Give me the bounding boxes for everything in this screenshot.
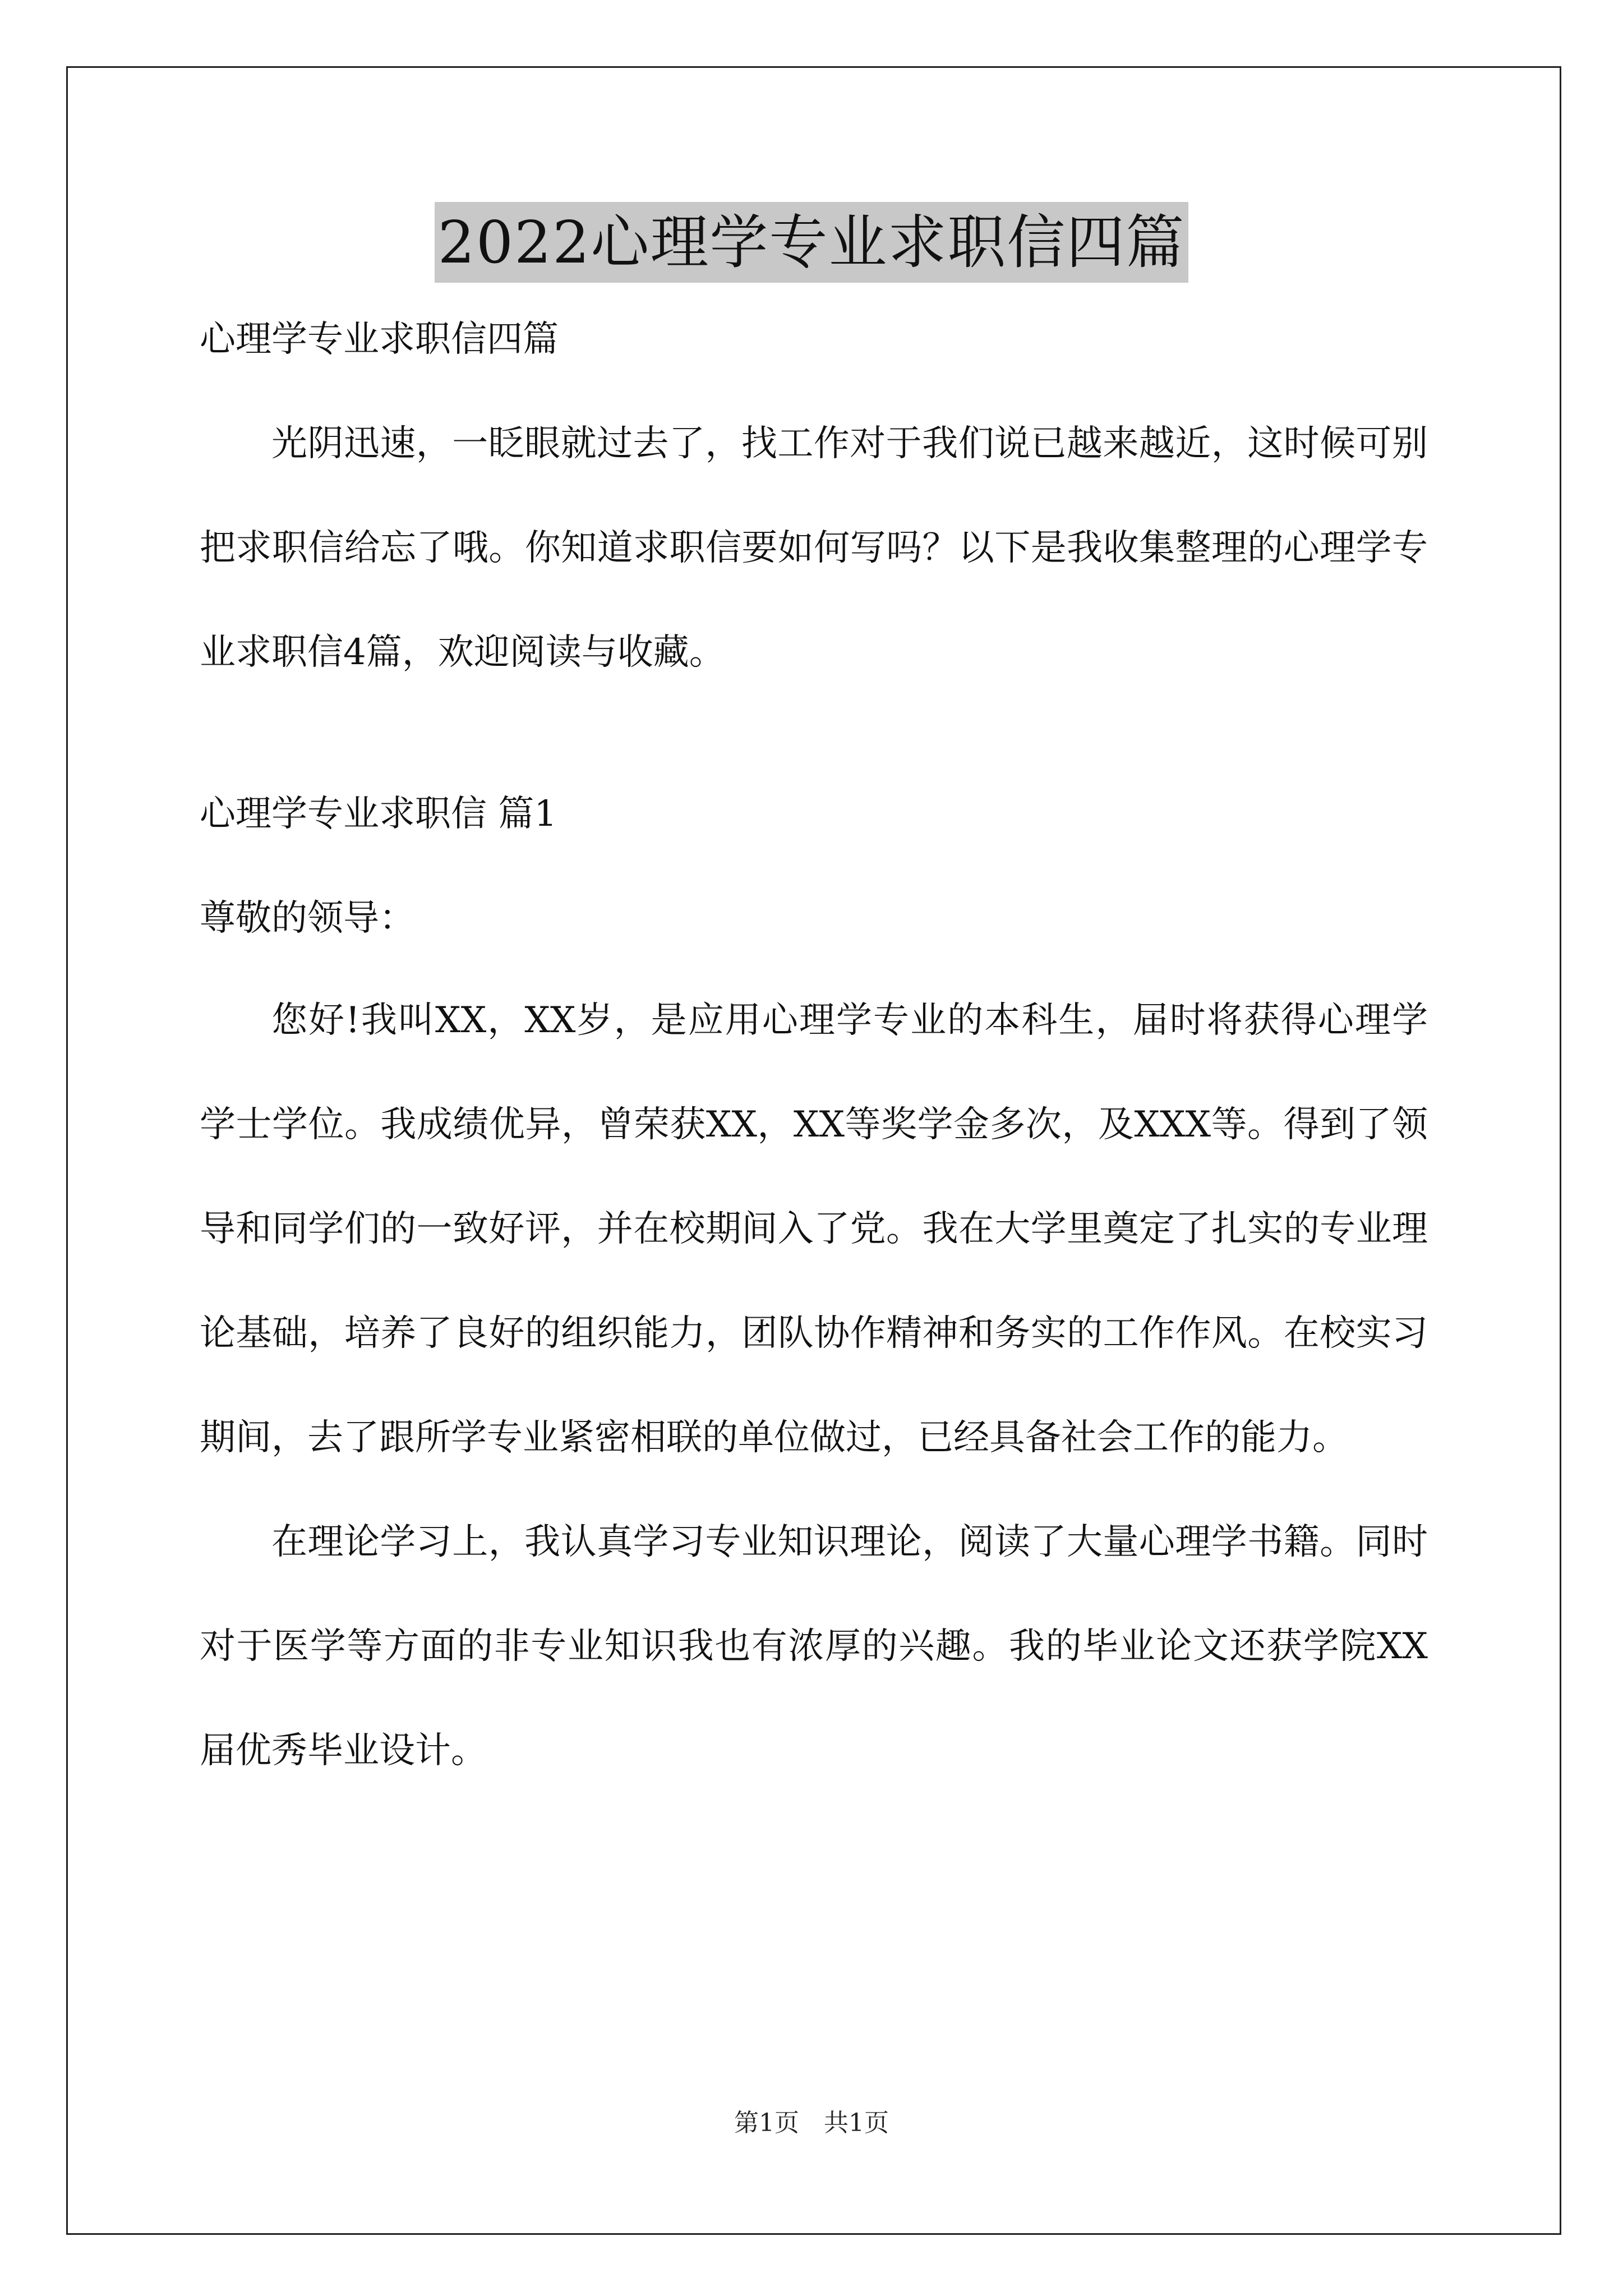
title-container bbox=[0, 202, 1623, 283]
salutation: 尊敬的领导： bbox=[200, 898, 415, 939]
document-title: 2022心理学专业求职信四篇 bbox=[435, 202, 1189, 283]
body-paragraph-2: 在理论学习上，我认真学习专业知识理论，阅读了大量心理学书籍。同时对于医学等方面的非专业知识我也有浓厚的兴趣。我的毕业论文还获学院XX届优秀毕业设计。 bbox=[200, 1521, 1428, 1772]
body-paragraph-1: 您好!我叫XX，XX岁，是应用心理学专业的本科生，届时将获得心理学学士学位。我成绩优异，曾荣获XX，XX等奖学金多次，及XXX等。得到了领导和同学们的一致好评，并在校期间入了党。我在大学里奠定了扎实的专业理论基础，培养了良好的组织能力，团队协作精神和务实的工作作风。在校实习期间，去了跟所学专业紧密相联的单位做过，已经具备社会工作的能力。 bbox=[200, 1000, 1428, 1458]
intro-paragraph: 光阴迅速，一眨眼就过去了，找工作对于我们说已越来越近，这时候可别把求职信给忘了哦。你知道求职信要如何写吗？以下是我收集整理的心理学专业求职信4篇，欢迎阅读与收藏。 bbox=[200, 423, 1428, 673]
page-footer: 第1页 共1页 bbox=[734, 2109, 889, 2137]
document-body bbox=[200, 314, 1428, 1803]
subtitle: 心理学专业求职信四篇 bbox=[200, 319, 559, 360]
section-heading: 心理学专业求职信 篇1 bbox=[200, 793, 557, 835]
